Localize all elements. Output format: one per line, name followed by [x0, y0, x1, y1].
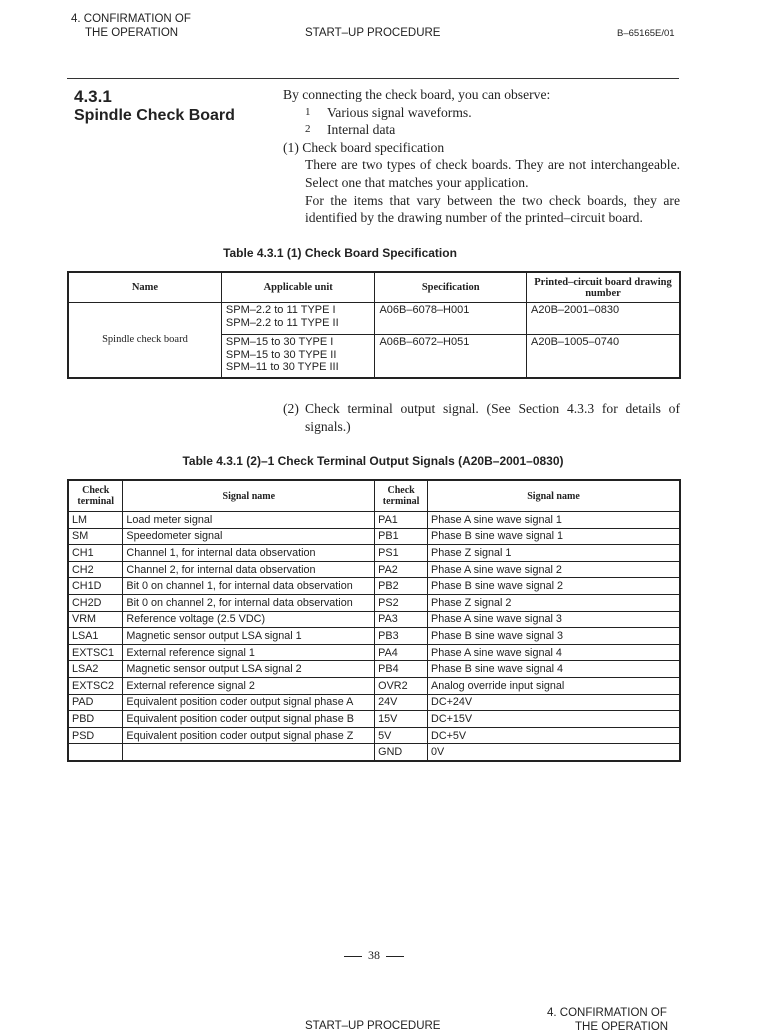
table1-caption: Table 4.3.1 (1) Check Board Specification	[223, 246, 457, 260]
running-header-chapter	[71, 12, 191, 40]
table-row	[68, 711, 680, 728]
column-header: Check terminal	[375, 480, 428, 512]
check-terminal-cell: CH1	[68, 545, 123, 562]
check-terminal-cell: PB2	[375, 578, 428, 595]
check-terminal-cell: 5V	[375, 727, 428, 744]
unit-line: SPM–2.2 to 11 TYPE II	[225, 316, 339, 329]
chapter-line-1: 4. CONFIRMATION OF	[547, 1007, 667, 1019]
signal-name-cell: 0V	[428, 744, 680, 761]
check-terminal-cell: PA3	[375, 611, 428, 628]
board-name-cell: Spindle check board	[68, 303, 221, 379]
item2-line: Check terminal output signal. (See Section 4.3.3 for details of	[305, 401, 680, 416]
check-terminal-cell: PS2	[375, 594, 428, 611]
signal-name-cell: Magnetic sensor output LSA signal 1	[123, 628, 375, 645]
check-board-spec-table	[67, 271, 681, 379]
table-row	[68, 677, 680, 694]
observe-item	[283, 104, 680, 122]
next-page-header-chapter	[547, 1006, 668, 1034]
running-header-center: START–UP PROCEDURE	[305, 27, 441, 39]
signal-name-cell: Equivalent position coder output signal phase A	[123, 694, 375, 711]
signal-name-cell: Phase B sine wave signal 1	[428, 528, 680, 545]
unit-line: SPM–11 to 30 TYPE III	[225, 361, 339, 373]
signal-name-cell	[123, 744, 375, 761]
pcb-number-cell: A20B–2001–0830	[527, 303, 681, 335]
signal-name-cell: Phase A sine wave signal 4	[428, 644, 680, 661]
table-row	[68, 644, 680, 661]
pcb-number-cell: A20B–1005–0740	[527, 335, 681, 379]
unit-line: SPM–15 to 30 TYPE II	[225, 348, 337, 361]
signal-name-cell: Channel 2, for internal data observation	[123, 561, 375, 578]
table-row	[68, 611, 680, 628]
check-terminal-cell: PA1	[375, 512, 428, 529]
page-number-dash	[386, 956, 404, 957]
check-terminal-cell: LSA2	[68, 661, 123, 678]
intro-text: By connecting the check board, you can observe:	[283, 87, 551, 102]
applicable-unit-cell	[221, 335, 375, 379]
signal-name-cell: Load meter signal	[123, 512, 375, 529]
check-terminal-signals-table	[67, 479, 681, 762]
check-terminal-cell: PS1	[375, 545, 428, 562]
check-terminal-cell: CH2D	[68, 594, 123, 611]
item2-paragraph	[283, 400, 680, 435]
check-terminal-cell: 15V	[375, 711, 428, 728]
signal-name-cell: DC+15V	[428, 711, 680, 728]
column-header: Check terminal	[68, 480, 123, 512]
table-row	[68, 694, 680, 711]
signal-name-cell: Phase B sine wave signal 2	[428, 578, 680, 595]
header-rule	[67, 78, 679, 79]
check-terminal-cell: LSA1	[68, 628, 123, 645]
table-header-row	[68, 272, 680, 303]
table-row	[68, 661, 680, 678]
applicable-unit-cell	[221, 303, 375, 335]
table-body	[68, 512, 680, 761]
item1-line: There are two types of check boards. They are not interchangeable.	[305, 157, 680, 173]
check-terminal-cell: LM	[68, 512, 123, 529]
table-row	[68, 303, 680, 335]
table-row	[68, 512, 680, 529]
section-number: 4.3.1	[74, 87, 112, 106]
check-terminal-cell: PA2	[375, 561, 428, 578]
table-row	[68, 578, 680, 595]
table-row	[68, 628, 680, 645]
unit-line: SPM–15 to 30 TYPE I	[225, 336, 334, 348]
item2-label: (2)	[283, 401, 299, 416]
signal-name-cell: DC+24V	[428, 694, 680, 711]
table-row	[68, 545, 680, 562]
signal-name-cell: Equivalent position coder output signal phase B	[123, 711, 375, 728]
page-number-dash	[344, 956, 362, 957]
specification-cell: A06B–6072–H051	[375, 335, 527, 379]
signal-name-cell: Channel 1, for internal data observation	[123, 545, 375, 562]
signal-name-cell: External reference signal 2	[123, 677, 375, 694]
unit-line: SPM–2.2 to 11 TYPE I	[225, 304, 336, 316]
signal-name-cell: DC+5V	[428, 727, 680, 744]
signal-name-cell: Phase B sine wave signal 4	[428, 661, 680, 678]
check-terminal-cell: VRM	[68, 611, 123, 628]
signal-name-cell: Phase Z signal 1	[428, 545, 680, 562]
table-row	[68, 528, 680, 545]
check-terminal-cell: PB3	[375, 628, 428, 645]
next-page-header-center: START–UP PROCEDURE	[305, 1020, 441, 1032]
signal-name-cell: Bit 0 on channel 1, for internal data observation	[123, 578, 375, 595]
column-header: Signal name	[123, 480, 375, 512]
check-terminal-cell: GND	[375, 744, 428, 761]
signal-name-cell: Phase Z signal 2	[428, 594, 680, 611]
column-header: Applicable unit	[221, 272, 375, 303]
item1-line: identified by the drawing number of the printed–circuit board.	[305, 210, 643, 226]
table-header-row	[68, 480, 680, 512]
observe-item-text: Internal data	[327, 122, 396, 138]
table-row	[68, 727, 680, 744]
item1-label: (1) Check board specification	[283, 139, 445, 155]
check-terminal-cell: OVR2	[375, 677, 428, 694]
table-row	[68, 561, 680, 578]
check-terminal-cell: PBD	[68, 711, 123, 728]
check-terminal-cell: PB4	[375, 661, 428, 678]
signal-name-cell: Bit 0 on channel 2, for internal data observation	[123, 594, 375, 611]
check-terminal-cell: PA4	[375, 644, 428, 661]
check-terminal-cell: SM	[68, 528, 123, 545]
signal-name-cell: Phase A sine wave signal 2	[428, 561, 680, 578]
page-number-text: 38	[368, 948, 380, 962]
check-terminal-cell: EXTSC2	[68, 677, 123, 694]
check-terminal-cell: PSD	[68, 727, 123, 744]
signal-name-cell: Equivalent position coder output signal phase Z	[123, 727, 375, 744]
section-title: Spindle Check Board	[74, 107, 235, 124]
signal-name-cell: Phase B sine wave signal 3	[428, 628, 680, 645]
signal-name-cell: Phase A sine wave signal 1	[428, 512, 680, 529]
column-header: Specification	[375, 272, 527, 303]
check-terminal-cell: CH1D	[68, 578, 123, 595]
signal-name-cell: Reference voltage (2.5 VDC)	[123, 611, 375, 628]
observe-item-text: Various signal waveforms.	[327, 104, 472, 120]
signal-name-cell: External reference signal 1	[123, 644, 375, 661]
chapter-line-2: THE OPERATION	[575, 1021, 669, 1033]
table-row	[68, 594, 680, 611]
column-header: Name	[68, 272, 221, 303]
check-terminal-cell: PAD	[68, 694, 123, 711]
item2-line: signals.)	[305, 418, 351, 434]
observe-item	[283, 121, 680, 139]
signal-name-cell: Speedometer signal	[123, 528, 375, 545]
check-terminal-cell: 24V	[375, 694, 428, 711]
item1-line: For the items that vary between the two check boards, they are	[305, 192, 680, 208]
observe-item-number: 1	[305, 105, 311, 118]
chapter-line-2: THE OPERATION	[85, 27, 179, 39]
signal-name-cell: Magnetic sensor output LSA signal 2	[123, 661, 375, 678]
specification-cell: A06B–6078–H001	[375, 303, 527, 335]
check-terminal-cell: PB1	[375, 528, 428, 545]
observe-item-number: 2	[305, 123, 311, 136]
column-header: Printed–circuit board drawing number	[527, 272, 681, 303]
column-header: Signal name	[428, 480, 680, 512]
item1-line: Select one that matches your application.	[305, 174, 529, 190]
document-number: B–65165E/01	[617, 28, 675, 39]
table-row	[68, 744, 680, 761]
check-terminal-cell: EXTSC1	[68, 644, 123, 661]
item2-first-line	[283, 400, 680, 418]
section-body	[283, 86, 680, 227]
signal-name-cell: Analog override input signal	[428, 677, 680, 694]
signal-name-cell: Phase A sine wave signal 3	[428, 611, 680, 628]
check-terminal-cell	[68, 744, 123, 761]
chapter-line-1: 4. CONFIRMATION OF	[71, 13, 191, 25]
check-terminal-cell: CH2	[68, 561, 123, 578]
table2-caption: Table 4.3.1 (2)–1 Check Terminal Output Signals (A20B–2001–0830)	[182, 454, 564, 468]
page-number	[336, 948, 412, 963]
